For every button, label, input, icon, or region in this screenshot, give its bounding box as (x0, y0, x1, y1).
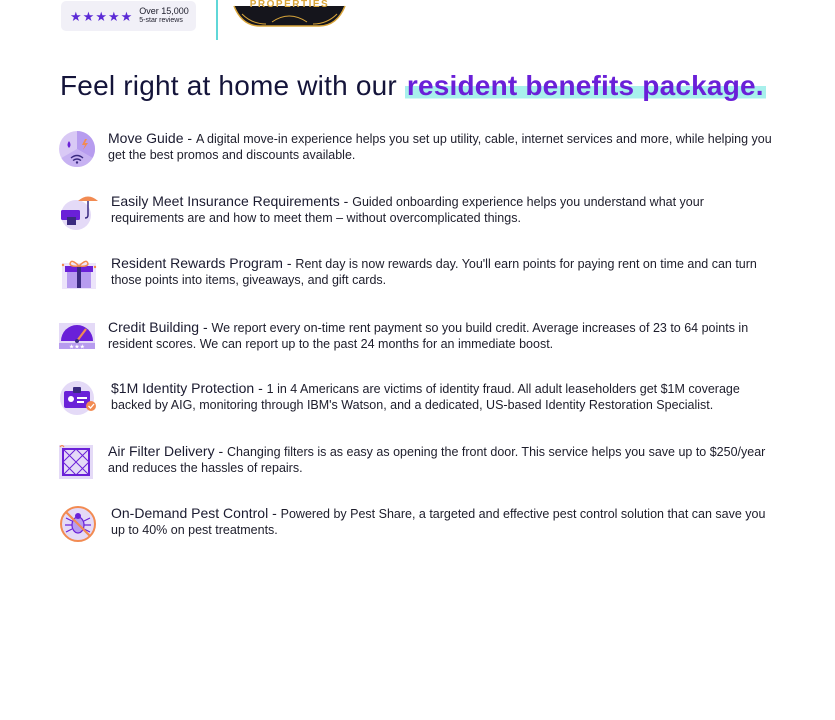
benefit-title: Move Guide (108, 130, 184, 146)
benefit-title: Easily Meet Insurance Requirements (111, 193, 340, 209)
umbrella-insurance-icon (58, 193, 96, 231)
review-text (139, 7, 189, 25)
benefit-description: We report every on-time rent payment so you build credit. Average increases of 23 to 64 points in resident scores. We can report up to the past 24 months for an immediate boost. (108, 321, 749, 351)
air-filter-icon (58, 443, 96, 481)
benefit-description: A digital move-in experience helps you set up utility, cable, internet services and more, while helping you get the best promos and discounts available. (108, 132, 772, 162)
header-divider (216, 0, 218, 40)
star-icon: ★ (82, 8, 95, 24)
benefit-separator: - (254, 380, 267, 396)
review-badge[interactable] (61, 1, 196, 31)
benefit-body (111, 380, 779, 413)
benefit-description: Changing filters is as easy as opening the front door. This service helps you save up to $250/year and reduces the hassles of repairs. (108, 445, 766, 475)
benefit-description: 1 in 4 Americans are victims of identity fraud. All adult leaseholders get $1M coverage backed by AIG, monitoring through IBM's Watson, and a dedicated, US-based Identity Restoration Specialist. (111, 382, 740, 412)
benefit-separator: - (339, 193, 353, 209)
page-headline (60, 70, 820, 102)
move-guide-icon (58, 130, 96, 168)
benefit-separator: - (268, 505, 281, 521)
star-icon: ★ (120, 8, 133, 24)
benefit-title: Resident Rewards Program (111, 255, 283, 271)
benefit-title: Credit Building (108, 319, 200, 335)
benefit-title: On-Demand Pest Control (111, 505, 269, 521)
benefit-body (108, 443, 776, 476)
headline-lead: Feel right at home with our (60, 70, 405, 101)
benefit-title: $1M Identity Protection (111, 380, 255, 396)
benefit-body (111, 193, 779, 226)
logo-text: PROPERTIES (249, 0, 330, 10)
svg-text:★★★: ★★★ (68, 343, 86, 351)
review-subtitle: 5-star reviews (139, 17, 183, 24)
star-rating (70, 10, 132, 23)
benefit-title: Air Filter Delivery (108, 443, 215, 459)
benefit-body (108, 130, 776, 163)
benefit-body (111, 255, 779, 288)
benefit-separator: - (214, 443, 228, 459)
benefit-description: Rent day is now rewards day. You'll earn points for paying rent on time and can turn those points into items, giveaways, and gift cards. (111, 257, 757, 287)
headline-highlight: resident benefits package. (406, 70, 764, 101)
benefit-body (111, 505, 779, 538)
top-bar (0, 0, 835, 42)
identity-card-icon (58, 380, 96, 418)
pest-control-icon (58, 505, 96, 543)
star-icon: ★ (70, 8, 82, 24)
gift-rewards-icon (58, 255, 96, 293)
star-icon: ★ (107, 8, 120, 24)
star-icon: ★ (95, 8, 107, 24)
benefit-separator: - (199, 319, 212, 335)
review-count: Over 15,000 (139, 6, 189, 16)
credit-gauge-icon (58, 319, 96, 357)
benefit-description: Guided onboarding experience helps you understand what your requirements are and how to meet them – without overcomplicated things. (111, 195, 704, 225)
benefit-separator: - (183, 130, 196, 146)
company-logo[interactable] (232, 0, 347, 28)
benefit-separator: - (282, 255, 296, 271)
benefit-body (108, 319, 776, 352)
benefit-description: Powered by Pest Share, a targeted and effective pest control solution that can save you up to 40% on pest treatments. (111, 507, 766, 537)
